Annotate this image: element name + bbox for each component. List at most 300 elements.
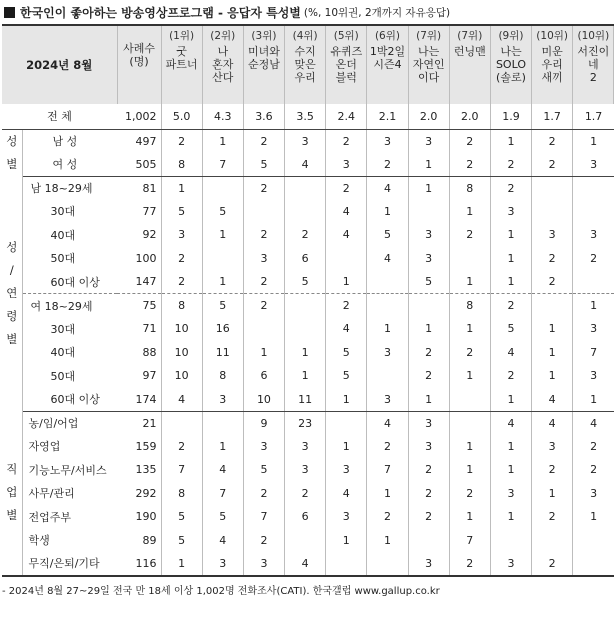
value-cell: 3 [408, 435, 449, 459]
value-cell: 1.7 [532, 104, 573, 129]
value-cell: 6 [285, 247, 326, 271]
value-cell: 4 [326, 482, 367, 506]
value-cell [243, 317, 284, 341]
value-cell: 3 [590, 322, 598, 336]
sample-count: 135 [117, 458, 161, 482]
value-cell: 11 [285, 388, 326, 412]
value-cell [573, 270, 614, 294]
value-cell: 1 [408, 388, 449, 412]
sample-count: 77 [117, 200, 161, 224]
row-label: 40대 [50, 346, 76, 360]
value-cell: 2 [161, 435, 202, 459]
value-cell: 2 [590, 439, 598, 453]
value-cell: 1 [161, 552, 202, 576]
value-cell [573, 176, 614, 200]
value-cell: 7 [161, 458, 202, 482]
footer-note: - 2024년 8월 27~29일 전국 만 18세 이상 1,002명 전화조사(CATI). 한국갤럽 www.gallup.co.kr [2, 585, 440, 597]
value-cell: 8 [161, 482, 202, 506]
table-row [2, 223, 614, 247]
row-label: 자영업 [28, 440, 61, 454]
value-cell: 2 [490, 294, 531, 318]
value-cell: 1 [367, 529, 408, 553]
value-cell: 8 [202, 364, 243, 388]
table-body [2, 104, 614, 576]
program-header [408, 25, 449, 104]
table-row [2, 435, 614, 459]
table-row [2, 458, 614, 482]
value-cell: 1 [490, 505, 531, 529]
value-cell: 1 [367, 200, 408, 224]
row-label: 여 18~29세 [30, 299, 93, 313]
table-row [2, 388, 614, 412]
value-cell: 1 [449, 505, 490, 529]
value-cell: 3 [285, 129, 326, 153]
value-cell: 2 [490, 153, 531, 177]
value-cell: 11 [202, 341, 243, 365]
value-cell: 2.0 [449, 104, 490, 129]
total-row [2, 104, 614, 129]
value-cell: 2 [326, 129, 367, 153]
value-cell: 1 [326, 270, 367, 294]
value-cell: 3 [243, 435, 284, 459]
value-cell: 1 [590, 510, 598, 524]
value-cell: 4 [326, 200, 367, 224]
value-cell: 3 [532, 435, 573, 459]
value-cell: 3 [590, 228, 598, 242]
value-cell [326, 552, 367, 576]
value-cell [326, 411, 367, 435]
program-rank: (3위) [251, 30, 277, 42]
value-cell: 1 [532, 317, 573, 341]
value-cell: 7 [202, 482, 243, 506]
value-cell [326, 247, 367, 271]
value-cell: 1.7 [573, 104, 614, 129]
group-label: 직 업 별 [2, 411, 22, 576]
row-label: 무직/은퇴/기타 [28, 557, 100, 571]
value-cell: 4 [532, 388, 573, 412]
value-cell: 1 [202, 435, 243, 459]
program-name: 유퀴즈 온더 블럭 [330, 45, 363, 84]
value-cell: 1 [590, 134, 598, 148]
value-cell: 2 [532, 270, 573, 294]
results-table [2, 24, 614, 577]
value-cell: 1 [449, 364, 490, 388]
value-cell [367, 364, 408, 388]
program-header [161, 25, 202, 104]
value-cell: 2 [449, 482, 490, 506]
value-cell: 2.4 [326, 104, 367, 129]
value-cell: 3 [326, 505, 367, 529]
value-cell: 7 [202, 153, 243, 177]
value-cell: 1 [590, 299, 598, 312]
program-rank: (1위) [169, 30, 195, 42]
value-cell [285, 529, 326, 553]
value-cell: 5 [490, 317, 531, 341]
value-cell: 2 [590, 463, 598, 477]
value-cell: 1 [449, 270, 490, 294]
sample-count: 147 [117, 270, 161, 294]
value-cell: 3 [243, 552, 284, 576]
value-cell: 2.1 [367, 104, 408, 129]
value-cell: 3.6 [243, 104, 284, 129]
program-header [243, 25, 284, 104]
sample-count: 92 [117, 223, 161, 247]
value-cell: 7 [449, 529, 490, 553]
value-cell: 2.0 [408, 104, 449, 129]
value-cell: 4 [326, 317, 367, 341]
value-cell: 2 [367, 153, 408, 177]
table-header-row [2, 25, 614, 104]
value-cell: 1 [490, 270, 531, 294]
table-row [2, 317, 614, 341]
sample-count: 497 [117, 129, 161, 153]
value-cell: 3 [202, 552, 243, 576]
value-cell: 2 [367, 435, 408, 459]
program-header [449, 25, 490, 104]
group-label: 성 별 [2, 129, 22, 176]
value-cell [449, 388, 490, 412]
value-cell: 2 [590, 251, 598, 265]
sample-count: 71 [117, 317, 161, 341]
value-cell: 3 [202, 388, 243, 412]
value-cell [532, 200, 573, 224]
row-label: 50대 [50, 252, 76, 266]
table-row [2, 364, 614, 388]
value-cell [285, 176, 326, 200]
value-cell: 1 [285, 364, 326, 388]
value-cell: 4 [490, 411, 531, 435]
value-cell: 3 [367, 341, 408, 365]
row-label: 60대 이상 [22, 388, 117, 412]
program-header [490, 25, 531, 104]
value-cell [408, 529, 449, 553]
value-cell: 2 [367, 505, 408, 529]
value-cell: 5 [161, 200, 202, 224]
program-name: 나는 자연인 이다 [412, 45, 445, 84]
value-cell: 5 [285, 270, 326, 294]
value-cell: 10 [243, 388, 284, 412]
value-cell: 2 [408, 458, 449, 482]
value-cell: 23 [285, 411, 326, 435]
sample-count: 1,002 [117, 104, 161, 129]
value-cell: 4 [367, 176, 408, 200]
value-cell: 1 [285, 341, 326, 365]
value-cell: 3 [573, 153, 614, 177]
value-cell: 1 [449, 200, 490, 224]
value-cell: 8 [161, 153, 202, 177]
value-cell: 9 [243, 411, 284, 435]
title-sub: (%, 10위권, 2개까지 자유응답) [303, 6, 451, 19]
table-row [2, 505, 614, 529]
sample-count: 75 [117, 294, 161, 318]
value-cell: 2 [449, 552, 490, 576]
program-name: 미녀와 순정남 [248, 45, 280, 71]
value-cell [202, 247, 243, 271]
sample-count: 292 [117, 482, 161, 506]
value-cell [490, 529, 531, 553]
row-label: 여 성 [22, 153, 117, 177]
table-row [2, 153, 614, 177]
value-cell [161, 411, 202, 435]
value-cell [408, 200, 449, 224]
program-name: 수지 맞은 우리 [294, 45, 316, 84]
program-rank: (7위) [457, 30, 483, 42]
value-cell: 4 [532, 411, 573, 435]
value-cell: 2 [285, 223, 326, 247]
sample-header: 사례수 (명) [117, 25, 161, 104]
row-label: 60대 이상 [22, 270, 117, 294]
value-cell [285, 317, 326, 341]
group-label: 성 / 연 령 별 [2, 176, 22, 411]
value-cell [243, 200, 284, 224]
value-cell [202, 176, 243, 200]
row-label: 남 성 [52, 135, 78, 148]
program-header [326, 25, 367, 104]
value-cell: 1 [408, 153, 449, 177]
value-cell: 2 [532, 552, 573, 576]
value-cell: 5 [243, 458, 284, 482]
table-row [2, 341, 614, 365]
sample-count: 116 [117, 552, 161, 576]
program-name: 서진이 네 2 [577, 45, 610, 84]
value-cell [367, 294, 408, 318]
row-label: 사무/관리 [28, 487, 75, 501]
value-cell: 7 [243, 505, 284, 529]
program-name: 굿 파트너 [165, 45, 198, 71]
value-cell: 5 [243, 153, 284, 177]
program-rank: (10위) [577, 30, 610, 42]
value-cell: 1 [490, 129, 531, 153]
value-cell: 10 [161, 317, 202, 341]
program-header [367, 25, 408, 104]
value-cell: 1 [408, 317, 449, 341]
value-cell: 8 [449, 294, 490, 318]
row-label: 남 18~29세 [30, 182, 93, 195]
value-cell: 2 [326, 176, 367, 200]
value-cell: 4 [590, 416, 598, 430]
value-cell [532, 176, 573, 200]
value-cell: 1 [532, 341, 573, 365]
value-cell: 1 [408, 176, 449, 200]
row-label: 기능노무/서비스 [28, 463, 107, 477]
value-cell: 3 [590, 486, 598, 500]
value-cell: 2 [161, 270, 202, 294]
value-cell: 1 [161, 176, 202, 200]
value-cell: 1 [367, 482, 408, 506]
value-cell: 3 [161, 223, 202, 247]
value-cell: 6 [285, 505, 326, 529]
value-cell: 5 [202, 294, 243, 318]
value-cell: 5 [326, 341, 367, 365]
program-rank: (4위) [292, 30, 318, 42]
value-cell: 2 [532, 458, 573, 482]
value-cell: 10 [161, 341, 202, 365]
program-name: 1박2일 시즌4 [369, 45, 406, 71]
value-cell: 1 [490, 388, 531, 412]
value-cell: 1 [202, 223, 243, 247]
sample-count: 174 [117, 388, 161, 412]
value-cell: 8 [161, 294, 202, 318]
value-cell: 5 [161, 529, 202, 553]
value-cell: 5 [202, 200, 243, 224]
sample-count: 505 [117, 153, 161, 177]
value-cell: 1 [326, 388, 367, 412]
value-cell: 5.0 [161, 104, 202, 129]
value-cell [367, 270, 408, 294]
value-cell: 3 [408, 247, 449, 271]
value-cell: 3 [326, 153, 367, 177]
value-cell: 3 [490, 482, 531, 506]
program-name: 나 혼자 산다 [212, 45, 234, 84]
program-header [285, 25, 326, 104]
value-cell: 2 [408, 505, 449, 529]
program-header [573, 25, 614, 104]
value-cell: 3 [326, 458, 367, 482]
value-cell: 1 [573, 388, 614, 412]
row-label: 40대 [50, 228, 76, 242]
value-cell [202, 411, 243, 435]
value-cell [573, 200, 614, 224]
value-cell: 3 [408, 129, 449, 153]
program-name: 나는 SOLO (솔로) [495, 45, 526, 84]
table-row [2, 482, 614, 506]
value-cell: 3 [367, 129, 408, 153]
value-cell: 7 [367, 458, 408, 482]
value-cell: 1 [532, 482, 573, 506]
value-cell: 5 [408, 270, 449, 294]
value-cell: 1 [449, 458, 490, 482]
value-cell: 3 [532, 223, 573, 247]
value-cell [285, 294, 326, 318]
program-rank: (2위) [210, 30, 236, 42]
value-cell: 2 [532, 153, 573, 177]
value-cell: 4 [202, 529, 243, 553]
value-cell: 5 [161, 505, 202, 529]
value-cell: 2 [243, 176, 284, 200]
table-row [2, 176, 614, 200]
value-cell: 1 [449, 435, 490, 459]
value-cell: 3 [490, 552, 531, 576]
value-cell: 3 [285, 435, 326, 459]
value-cell: 3 [408, 223, 449, 247]
sample-count: 97 [117, 364, 161, 388]
value-cell: 1 [490, 458, 531, 482]
program-rank: (6위) [374, 30, 400, 42]
value-cell: 4 [285, 552, 326, 576]
row-label: 30대 [50, 322, 76, 336]
value-cell: 2 [408, 482, 449, 506]
value-cell: 2 [490, 364, 531, 388]
value-cell [532, 294, 573, 318]
value-cell: 16 [202, 317, 243, 341]
value-cell: 2 [532, 505, 573, 529]
value-cell: 2 [243, 294, 284, 318]
value-cell [449, 247, 490, 271]
value-cell: 4 [161, 388, 202, 412]
report-title [2, 0, 614, 24]
program-header [202, 25, 243, 104]
value-cell: 2 [532, 129, 573, 153]
period-header: 2024년 8월 [2, 25, 117, 104]
table-row [2, 129, 614, 153]
row-label: 30대 [50, 205, 76, 219]
sample-count: 159 [117, 435, 161, 459]
value-cell: 2 [243, 270, 284, 294]
value-cell: 7 [590, 345, 598, 359]
value-cell: 3 [367, 388, 408, 412]
sample-count: 190 [117, 505, 161, 529]
title-bullet-icon [4, 7, 15, 18]
value-cell: 1 [449, 317, 490, 341]
value-cell: 2 [161, 247, 202, 271]
sample-count: 100 [117, 247, 161, 271]
value-cell: 1 [490, 247, 531, 271]
value-cell: 3 [408, 411, 449, 435]
value-cell: 2 [285, 482, 326, 506]
table-row [2, 247, 614, 271]
value-cell: 2 [243, 223, 284, 247]
value-cell: 4 [326, 223, 367, 247]
value-cell: 5 [202, 505, 243, 529]
row-label: 50대 [50, 369, 76, 383]
value-cell: 4 [367, 411, 408, 435]
table-row [2, 270, 614, 294]
value-cell: 3 [490, 200, 531, 224]
value-cell: 3.5 [285, 104, 326, 129]
value-cell [449, 411, 490, 435]
value-cell: 4.3 [202, 104, 243, 129]
value-cell: 4 [367, 247, 408, 271]
value-cell: 2 [243, 482, 284, 506]
program-rank: (5위) [333, 30, 359, 42]
value-cell: 1 [367, 317, 408, 341]
sample-count: 21 [117, 411, 161, 435]
value-cell: 1 [326, 529, 367, 553]
value-cell: 3 [590, 369, 598, 383]
value-cell: 2 [243, 129, 284, 153]
value-cell: 6 [243, 364, 284, 388]
value-cell [367, 552, 408, 576]
row-label: 농/임/어업 [28, 417, 79, 430]
value-cell: 2 [408, 364, 449, 388]
value-cell: 4 [490, 341, 531, 365]
table-row [2, 411, 614, 435]
value-cell: 1 [532, 364, 573, 388]
value-cell: 2 [161, 129, 202, 153]
value-cell: 3 [408, 552, 449, 576]
value-cell: 3 [285, 458, 326, 482]
program-rank: (9위) [498, 30, 524, 42]
value-cell: 8 [449, 176, 490, 200]
sample-count: 81 [117, 176, 161, 200]
table-row [2, 552, 614, 576]
value-cell: 2 [532, 247, 573, 271]
row-label: 전업주부 [28, 510, 72, 524]
table-row [2, 200, 614, 224]
program-name: 미운 우리 새끼 [541, 45, 563, 84]
value-cell: 1 [326, 435, 367, 459]
value-cell: 1.9 [490, 104, 531, 129]
value-cell: 1 [202, 129, 243, 153]
value-cell: 1 [202, 270, 243, 294]
value-cell: 5 [326, 364, 367, 388]
value-cell: 2 [490, 176, 531, 200]
value-cell: 4 [202, 458, 243, 482]
value-cell: 3 [243, 247, 284, 271]
value-cell: 10 [161, 364, 202, 388]
table-row [2, 529, 614, 553]
title-main: 한국인이 좋아하는 방송영상프로그램 - 응답자 특성별 [20, 5, 301, 20]
